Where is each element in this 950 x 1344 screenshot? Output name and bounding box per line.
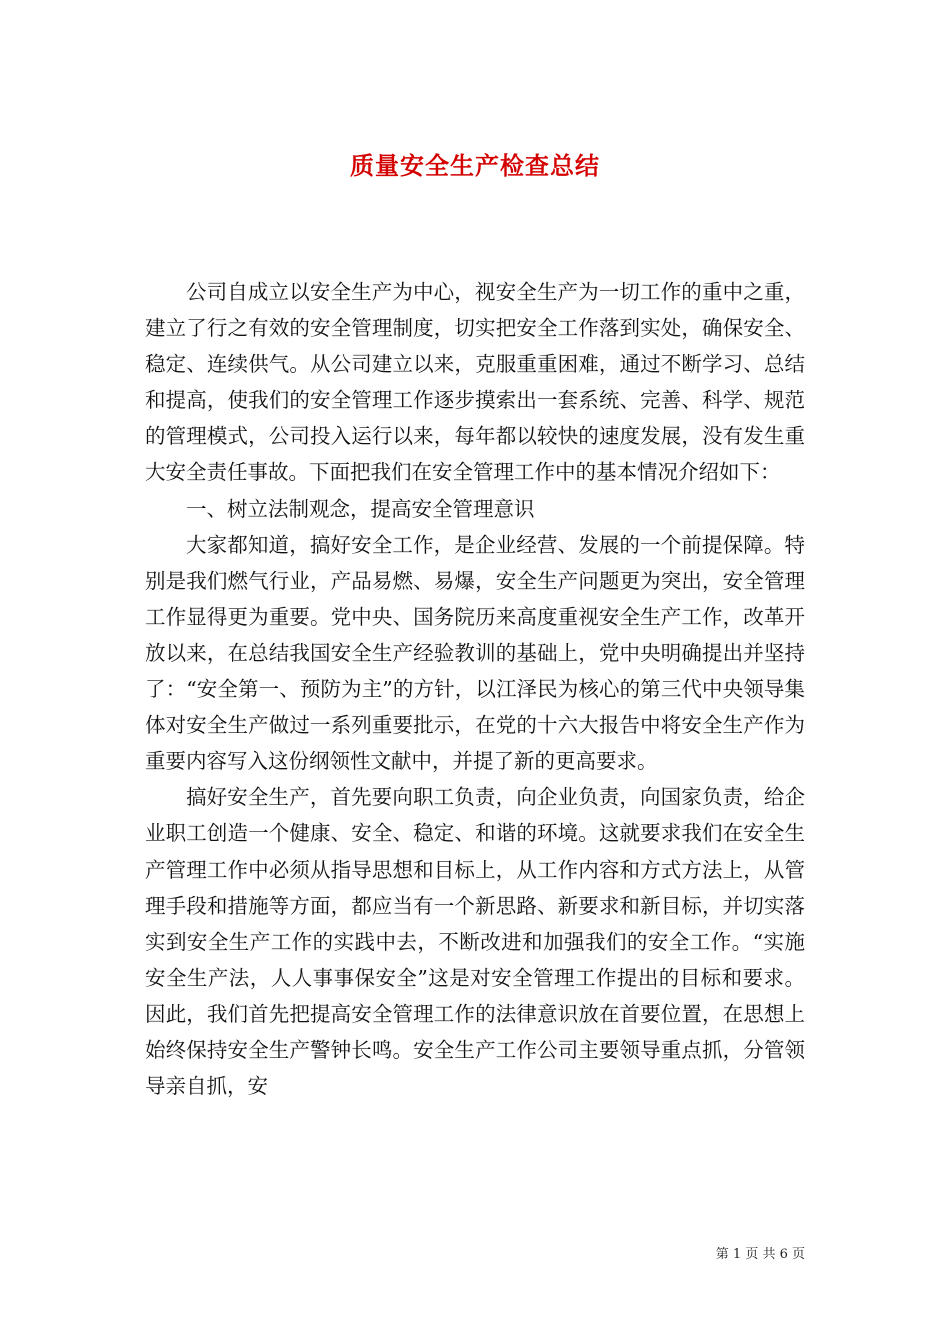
paragraph-2: 大家都知道，搞好安全工作，是企业经营、发展的一个前提保障。特别是我们燃气行业，产品易燃、易爆，安全生产问题更为突出，安全管理工作显得更为重要。党中央、国务院历来高度重视安全生产工作，改革开放以来，在总结我国安全生产经验教训的基础上，党中央明确提出并坚持了：“安全第一、预防为主”的方针，以江泽民为核心的第三代中央领导集体对安全生产做过一系列重要批示，在党的十六大报告中将安全生产作为重要内容写入这份纲领性文献中，并提了新的更高要求。 [145,532,805,774]
paragraph-3: 搞好安全生产，首先要向职工负责，向企业负责，向国家负责，给企业职工创造一个健康、安全、稳定、和谐的环境。这就要求我们在安全生产管理工作中必须从指导思想和目标上，从工作内容和方式方法上，从管理手段和措施等方面，都应当有一个新思路、新要求和新目标，并切实落实到安全生产工作的实践中去，不断改进和加强我们的安全工作。“实施安全生产法，人人事事保安全”这是对安全管理工作提出的目标和要求。因此，我们首先把提高安全管理工作的法律意识放在首要位置，在思想上始终保持安全生产警钟长鸣。安全生产工作公司主要领导重点抓，分管领导亲自抓，安 [145,785,805,1099]
document-body [145,274,805,1104]
page-title: 质量安全生产检查总结 [350,151,600,181]
section-heading-1: 一、树立法制观念，提高安全管理意识 [186,496,535,521]
page-number: 第 1 页 共 6 页 [715,1247,805,1262]
paragraph-intro: 公司自成立以安全生产为中心，视安全生产为一切工作的重中之重，建立了行之有效的安全管理制度，切实把安全工作落到实处，确保安全、稳定、连续供气。从公司建立以来，克服重重困难，通过不断学习、总结和提高，使我们的安全管理工作逐步摸索出一套系统、完善、科学、规范的管理模式，公司投入运行以来，每年都以较快的速度发展，没有发生重大安全责任事故。下面把我们在安全管理工作中的基本情况介绍如下： [145,280,805,485]
